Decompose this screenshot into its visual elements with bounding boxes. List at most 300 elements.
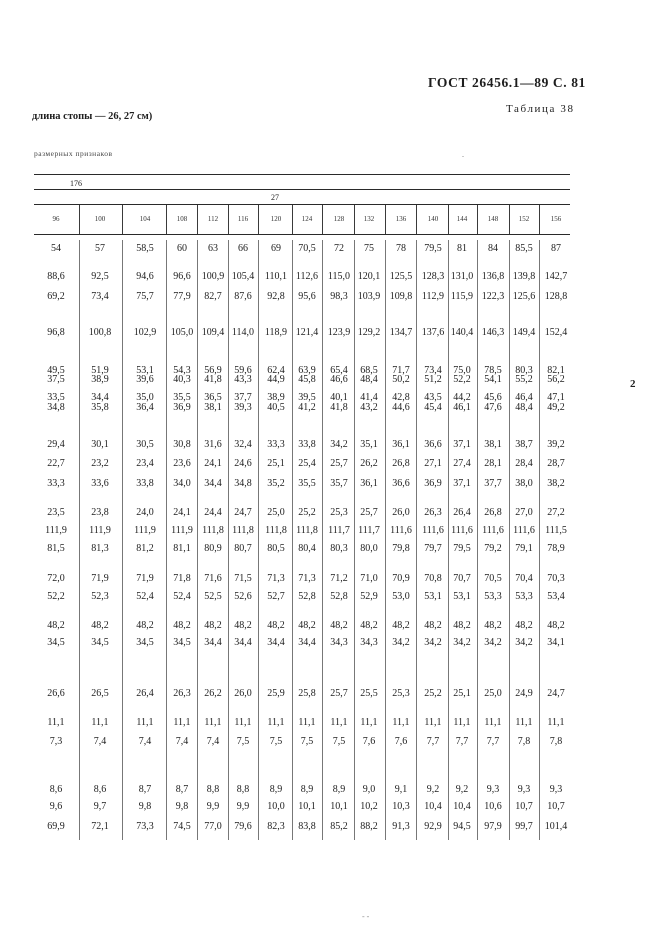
column-header: 104 bbox=[139, 215, 151, 223]
table-cell: 110,1 bbox=[264, 271, 288, 282]
table-cell: 34,0 bbox=[173, 478, 191, 489]
table-cell: 39,3 bbox=[234, 402, 252, 413]
table-cell: 121,4 bbox=[295, 327, 319, 338]
table-cell: 48,2 bbox=[330, 620, 348, 631]
table-cell: 72 bbox=[334, 243, 344, 254]
table-cell: 101,4 bbox=[544, 821, 568, 832]
table-subtitle: длина стопы — 26, 27 см) bbox=[32, 111, 153, 122]
column-divider bbox=[322, 205, 323, 234]
table-cell: 103,9 bbox=[357, 291, 381, 302]
table-cell: 128,8 bbox=[544, 291, 568, 302]
table-cell: 7,8 bbox=[549, 736, 563, 747]
table-cell: 8,6 bbox=[93, 784, 107, 795]
table-cell: 44,6 bbox=[392, 402, 410, 413]
table-cell: 128,3 bbox=[421, 271, 445, 282]
table-cell: 71,3 bbox=[298, 573, 316, 584]
table-cell: 79,5 bbox=[424, 243, 442, 254]
table-cell: 23,6 bbox=[173, 458, 191, 469]
table-cell: 80,0 bbox=[360, 543, 378, 554]
table-cell: 52,8 bbox=[298, 591, 316, 602]
table-cell: 48,2 bbox=[91, 620, 109, 631]
table-cell: 112,6 bbox=[295, 271, 319, 282]
table-cell: 73,4 bbox=[424, 365, 442, 376]
table-cell: 43,3 bbox=[234, 374, 252, 385]
table-cell: 38,9 bbox=[267, 392, 285, 403]
column-header: 136 bbox=[395, 215, 407, 223]
table-cell: 111,5 bbox=[545, 525, 567, 536]
table-cell: 7,7 bbox=[455, 736, 469, 747]
table-cell: 48,4 bbox=[360, 374, 378, 385]
table-cell: 94,6 bbox=[136, 271, 154, 282]
column-header: 96 bbox=[52, 215, 60, 223]
table-cell: 24,7 bbox=[234, 507, 252, 518]
table-cell: 11,1 bbox=[298, 717, 316, 728]
table-cell: 88,2 bbox=[360, 821, 378, 832]
table-cell: 73,4 bbox=[91, 291, 109, 302]
table-cell: 71,5 bbox=[234, 573, 252, 584]
column-divider bbox=[258, 205, 259, 234]
table-cell: 10,7 bbox=[515, 801, 533, 812]
table-cell: 28,1 bbox=[484, 458, 502, 469]
table-cell: 7,4 bbox=[175, 736, 189, 747]
table-cell: 7,7 bbox=[486, 736, 500, 747]
table-cell: 9,8 bbox=[175, 801, 189, 812]
table-cell: 85,5 bbox=[515, 243, 533, 254]
table-cell: 11,1 bbox=[267, 717, 285, 728]
table-cell: 69,9 bbox=[47, 821, 65, 832]
table-cell: 10,4 bbox=[453, 801, 471, 812]
table-cell: 7,5 bbox=[269, 736, 283, 747]
table-cell: 38,7 bbox=[515, 439, 533, 450]
table-cell: 71,7 bbox=[392, 365, 410, 376]
table-cell: 25,9 bbox=[267, 688, 285, 699]
table-cell: 79,6 bbox=[234, 821, 252, 832]
table-cell: 72,1 bbox=[91, 821, 109, 832]
table-cell: 71,3 bbox=[267, 573, 285, 584]
table-cell: 134,7 bbox=[389, 327, 413, 338]
table-cell: 47,1 bbox=[547, 392, 565, 403]
column-header: 112 bbox=[207, 215, 219, 223]
table-cell: 111,9 bbox=[89, 525, 111, 536]
table-cell: 52,4 bbox=[136, 591, 154, 602]
table-cell: 10,0 bbox=[267, 801, 285, 812]
table-cell: 34,5 bbox=[136, 637, 154, 648]
column-header: 148 bbox=[487, 215, 499, 223]
table-cell: 25,0 bbox=[267, 507, 285, 518]
table-cell: 36,5 bbox=[204, 392, 222, 403]
table-cell: 100,9 bbox=[201, 271, 225, 282]
foot-length-group-label: 27 bbox=[271, 193, 279, 202]
table-cell: 139,8 bbox=[512, 271, 536, 282]
table-cell: 56,9 bbox=[204, 365, 222, 376]
table-cell: 48,2 bbox=[360, 620, 378, 631]
table-cell: 34,2 bbox=[424, 637, 442, 648]
table-cell: 34,1 bbox=[547, 637, 565, 648]
table-cell: 55,2 bbox=[515, 374, 533, 385]
table-cell: 111,8 bbox=[202, 525, 224, 536]
table-cell: 27,0 bbox=[515, 507, 533, 518]
column-header: 132 bbox=[363, 215, 375, 223]
table-cell: 80,3 bbox=[515, 365, 533, 376]
table-cell: 45,8 bbox=[298, 374, 316, 385]
table-cell: 11,1 bbox=[453, 717, 471, 728]
table-cell: 33,8 bbox=[298, 439, 316, 450]
table-cell: 25,5 bbox=[360, 688, 378, 699]
table-cell: 35,5 bbox=[173, 392, 191, 403]
table-cell: 125,5 bbox=[389, 271, 413, 282]
table-cell: 53,3 bbox=[484, 591, 502, 602]
table-cell: 129,2 bbox=[357, 327, 381, 338]
table-cell: 10,4 bbox=[424, 801, 442, 812]
table-cell: 51,2 bbox=[424, 374, 442, 385]
table-cell: 9,3 bbox=[486, 784, 500, 795]
table-cell: 58,5 bbox=[136, 243, 154, 254]
table-cell: 112,9 bbox=[421, 291, 445, 302]
table-cell: 149,4 bbox=[512, 327, 536, 338]
table-cell: 75 bbox=[364, 243, 374, 254]
table-cell: 24,1 bbox=[204, 458, 222, 469]
table-cell: 26,8 bbox=[392, 458, 410, 469]
table-cell: 52,9 bbox=[360, 591, 378, 602]
table-cell: 24,6 bbox=[234, 458, 252, 469]
table-cell: 37,7 bbox=[484, 478, 502, 489]
table-cell: 48,2 bbox=[173, 620, 191, 631]
bottom-mark: - - bbox=[362, 912, 370, 921]
table-cell: 9,2 bbox=[426, 784, 440, 795]
table-cell: 52,4 bbox=[173, 591, 191, 602]
table-cell: 40,1 bbox=[330, 392, 348, 403]
table-cell: 33,8 bbox=[136, 478, 154, 489]
stray-mark: . bbox=[462, 150, 464, 159]
table-cell: 34,2 bbox=[330, 439, 348, 450]
table-cell: 11,1 bbox=[47, 717, 65, 728]
table-cell: 25,7 bbox=[360, 507, 378, 518]
table-cell: 26,0 bbox=[234, 688, 252, 699]
height-group-label: 176 bbox=[70, 179, 82, 188]
table-cell: 39,5 bbox=[298, 392, 316, 403]
table-cell: 36,1 bbox=[360, 478, 378, 489]
table-cell: 75,0 bbox=[453, 365, 471, 376]
table-cell: 41,8 bbox=[204, 374, 222, 385]
table-cell: 26,2 bbox=[360, 458, 378, 469]
table-cell: 33,3 bbox=[267, 439, 285, 450]
table-cell: 8,8 bbox=[236, 784, 250, 795]
table-cell: 9,9 bbox=[206, 801, 220, 812]
table-cell: 8,6 bbox=[49, 784, 63, 795]
table-cell: 10,2 bbox=[360, 801, 378, 812]
table-cell: 97,9 bbox=[484, 821, 502, 832]
table-cell: 105,4 bbox=[231, 271, 255, 282]
table-cell: 34,2 bbox=[484, 637, 502, 648]
table-cell: 11,1 bbox=[91, 717, 109, 728]
table-cell: 34,5 bbox=[47, 637, 65, 648]
table-cell: 52,8 bbox=[330, 591, 348, 602]
table-cell: 25,8 bbox=[298, 688, 316, 699]
table-cell: 46,6 bbox=[330, 374, 348, 385]
table-cell: 34,3 bbox=[360, 637, 378, 648]
table-cell: 115,9 bbox=[450, 291, 474, 302]
table-cell: 131,0 bbox=[450, 271, 474, 282]
table-cell: 82,7 bbox=[204, 291, 222, 302]
table-cell: 72,0 bbox=[47, 573, 65, 584]
table-cell: 111,6 bbox=[451, 525, 473, 536]
table-cell: 96,6 bbox=[173, 271, 191, 282]
table-cell: 9,1 bbox=[394, 784, 408, 795]
column-header: 124 bbox=[301, 215, 313, 223]
table-cell: 24,7 bbox=[547, 688, 565, 699]
table-cell: 52,2 bbox=[453, 374, 471, 385]
table-cell: 23,2 bbox=[91, 458, 109, 469]
table-cell: 59,6 bbox=[234, 365, 252, 376]
table-cell: 79,1 bbox=[515, 543, 533, 554]
table-cell: 30,1 bbox=[91, 439, 109, 450]
table-cell: 7,4 bbox=[138, 736, 152, 747]
column-header: 144 bbox=[456, 215, 468, 223]
table-cell: 52,3 bbox=[91, 591, 109, 602]
table-cell: 25,3 bbox=[392, 688, 410, 699]
table-cell: 33,6 bbox=[91, 478, 109, 489]
table-cell: 53,1 bbox=[424, 591, 442, 602]
table-cell: 34,8 bbox=[47, 402, 65, 413]
table-cell: 24,0 bbox=[136, 507, 154, 518]
table-cell: 41,8 bbox=[330, 402, 348, 413]
table-cell: 23,5 bbox=[47, 507, 65, 518]
table-cell: 34,2 bbox=[453, 637, 471, 648]
table-cell: 8,9 bbox=[300, 784, 314, 795]
table-cell: 79,8 bbox=[392, 543, 410, 554]
table-cell: 26,6 bbox=[47, 688, 65, 699]
table-cell: 7,7 bbox=[426, 736, 440, 747]
page-header-standard: ГОСТ 26456.1—89 С. 81 bbox=[428, 75, 586, 90]
column-group-caption: размерных признаков bbox=[34, 149, 113, 158]
table-cell: 30,8 bbox=[173, 439, 191, 450]
table-cell: 11,1 bbox=[136, 717, 154, 728]
table-cell: 105,0 bbox=[170, 327, 194, 338]
table-cell: 35,5 bbox=[298, 478, 316, 489]
table-cell: 71,0 bbox=[360, 573, 378, 584]
table-cell: 78 bbox=[396, 243, 406, 254]
table-cell: 114,0 bbox=[231, 327, 255, 338]
table-cell: 34,4 bbox=[204, 478, 222, 489]
table-cell: 111,9 bbox=[45, 525, 67, 536]
table-cell: 36,1 bbox=[392, 439, 410, 450]
table-cell: 60 bbox=[177, 243, 187, 254]
column-header: 140 bbox=[427, 215, 439, 223]
table-cell: 54,1 bbox=[484, 374, 502, 385]
table-cell: 7,4 bbox=[93, 736, 107, 747]
table-cell: 52,7 bbox=[267, 591, 285, 602]
table-cell: 73,3 bbox=[136, 821, 154, 832]
table-cell: 146,3 bbox=[481, 327, 505, 338]
table-cell: 35,0 bbox=[136, 392, 154, 403]
table-cell: 45,4 bbox=[424, 402, 442, 413]
table-cell: 7,6 bbox=[362, 736, 376, 747]
table-cell: 69,2 bbox=[47, 291, 65, 302]
table-cell: 34,2 bbox=[515, 637, 533, 648]
table-cell: 80,7 bbox=[234, 543, 252, 554]
table-cell: 82,3 bbox=[267, 821, 285, 832]
table-cell: 82,1 bbox=[547, 365, 565, 376]
table-cell: 8,9 bbox=[332, 784, 346, 795]
table-cell: 38,2 bbox=[547, 478, 565, 489]
table-cell: 28,7 bbox=[547, 458, 565, 469]
table-cell: 51,9 bbox=[91, 365, 109, 376]
table-cell: 36,6 bbox=[392, 478, 410, 489]
table-cell: 30,5 bbox=[136, 439, 154, 450]
table-cell: 41,2 bbox=[298, 402, 316, 413]
table-cell: 34,4 bbox=[298, 637, 316, 648]
table-cell: 111,8 bbox=[265, 525, 287, 536]
table-cell: 48,2 bbox=[453, 620, 471, 631]
table-cell: 54,3 bbox=[173, 365, 191, 376]
table-cell: 34,4 bbox=[204, 637, 222, 648]
table-cell: 98,3 bbox=[330, 291, 348, 302]
table-cell: 80,3 bbox=[330, 543, 348, 554]
table-cell: 32,4 bbox=[234, 439, 252, 450]
table-cell: 25,7 bbox=[330, 688, 348, 699]
table-cell: 11,1 bbox=[547, 717, 565, 728]
column-header: 120 bbox=[270, 215, 282, 223]
table-cell: 85,2 bbox=[330, 821, 348, 832]
table-cell: 33,3 bbox=[47, 478, 65, 489]
table-cell: 140,4 bbox=[450, 327, 474, 338]
table-cell: 69 bbox=[271, 243, 281, 254]
table-cell: 11,1 bbox=[204, 717, 222, 728]
table-cell: 28,4 bbox=[515, 458, 533, 469]
table-cell: 77,9 bbox=[173, 291, 191, 302]
table-cell: 70,3 bbox=[547, 573, 565, 584]
table-cell: 48,2 bbox=[47, 620, 65, 631]
table-cell: 10,3 bbox=[392, 801, 410, 812]
table-cell: 100,8 bbox=[88, 327, 112, 338]
table-cell: 96,8 bbox=[47, 327, 65, 338]
column-header: 108 bbox=[176, 215, 188, 223]
table-cell: 111,6 bbox=[513, 525, 535, 536]
table-cell: 26,4 bbox=[453, 507, 471, 518]
table-cell: 7,8 bbox=[517, 736, 531, 747]
table-cell: 81,3 bbox=[91, 543, 109, 554]
table-cell: 11,1 bbox=[424, 717, 442, 728]
table-cell: 80,4 bbox=[298, 543, 316, 554]
table-cell: 53,4 bbox=[547, 591, 565, 602]
table-cell: 44,2 bbox=[453, 392, 471, 403]
table-cell: 71,8 bbox=[173, 573, 191, 584]
table-cell: 63 bbox=[208, 243, 218, 254]
table-cell: 40,5 bbox=[267, 402, 285, 413]
table-cell: 11,1 bbox=[392, 717, 410, 728]
table-cell: 25,2 bbox=[298, 507, 316, 518]
table-cell: 8,9 bbox=[269, 784, 283, 795]
column-header: 116 bbox=[237, 215, 249, 223]
table-cell: 78,5 bbox=[484, 365, 502, 376]
column-divider bbox=[416, 205, 417, 234]
table-cell: 10,6 bbox=[484, 801, 502, 812]
table-cell: 9,0 bbox=[362, 784, 376, 795]
table-cell: 142,7 bbox=[544, 271, 568, 282]
table-cell: 8,8 bbox=[206, 784, 220, 795]
table-cell: 26,0 bbox=[392, 507, 410, 518]
table-cell: 34,4 bbox=[234, 637, 252, 648]
table-cell: 27,1 bbox=[424, 458, 442, 469]
table-cell: 92,8 bbox=[267, 291, 285, 302]
table-cell: 111,7 bbox=[358, 525, 380, 536]
table-cell: 9,2 bbox=[455, 784, 469, 795]
table-cell: 46,4 bbox=[515, 392, 533, 403]
table-cell: 35,7 bbox=[330, 478, 348, 489]
table-cell: 92,9 bbox=[424, 821, 442, 832]
table-cell: 29,4 bbox=[47, 439, 65, 450]
margin-mark: 2 bbox=[630, 378, 636, 390]
column-divider-body bbox=[122, 240, 123, 840]
table-cell: 34,3 bbox=[330, 637, 348, 648]
table-cell: 26,2 bbox=[204, 688, 222, 699]
table-cell: 111,6 bbox=[422, 525, 444, 536]
table-cell: 33,5 bbox=[47, 392, 65, 403]
table-cell: 7,5 bbox=[332, 736, 346, 747]
table-cell: 88,6 bbox=[47, 271, 65, 282]
table-cell: 37,1 bbox=[453, 439, 471, 450]
table-cell: 34,4 bbox=[91, 392, 109, 403]
table-cell: 37,1 bbox=[453, 478, 471, 489]
table-cell: 74,5 bbox=[173, 821, 191, 832]
table-cell: 48,2 bbox=[204, 620, 222, 631]
table-cell: 39,2 bbox=[547, 439, 565, 450]
table-cell: 70,5 bbox=[484, 573, 502, 584]
table-cell: 23,8 bbox=[91, 507, 109, 518]
table-cell: 79,5 bbox=[453, 543, 471, 554]
table-cell: 48,2 bbox=[547, 620, 565, 631]
table-cell: 111,9 bbox=[134, 525, 156, 536]
table-cell: 49,2 bbox=[547, 402, 565, 413]
table-cell: 81 bbox=[457, 243, 467, 254]
table-cell: 11,1 bbox=[360, 717, 378, 728]
table-cell: 25,4 bbox=[298, 458, 316, 469]
table-cell: 26,5 bbox=[91, 688, 109, 699]
table-cell: 77,0 bbox=[204, 821, 222, 832]
table-cell: 44,9 bbox=[267, 374, 285, 385]
table-cell: 87 bbox=[551, 243, 561, 254]
table-cell: 38,1 bbox=[484, 439, 502, 450]
table-cell: 109,4 bbox=[201, 327, 225, 338]
column-divider bbox=[539, 205, 540, 234]
table-cell: 122,3 bbox=[481, 291, 505, 302]
table-cell: 137,6 bbox=[421, 327, 445, 338]
table-cell: 34,5 bbox=[91, 637, 109, 648]
table-cell: 9,3 bbox=[549, 784, 563, 795]
table-cell: 79,2 bbox=[484, 543, 502, 554]
table-cell: 52,6 bbox=[234, 591, 252, 602]
column-divider bbox=[122, 205, 123, 234]
table-cell: 34,5 bbox=[173, 637, 191, 648]
table-cell: 70,5 bbox=[298, 243, 316, 254]
table-cell: 70,8 bbox=[424, 573, 442, 584]
table-cell: 9,9 bbox=[236, 801, 250, 812]
table-cell: 35,1 bbox=[360, 439, 378, 450]
table-cell: 49,5 bbox=[47, 365, 65, 376]
table-cell: 10,7 bbox=[547, 801, 565, 812]
table-cell: 111,9 bbox=[171, 525, 193, 536]
table-cell: 48,2 bbox=[298, 620, 316, 631]
table-cell: 53,1 bbox=[136, 365, 154, 376]
table-cell: 52,2 bbox=[47, 591, 65, 602]
table-cell: 79,7 bbox=[424, 543, 442, 554]
column-header: 156 bbox=[550, 215, 562, 223]
table-cell: 125,6 bbox=[512, 291, 536, 302]
table-cell: 68,5 bbox=[360, 365, 378, 376]
table-cell: 47,6 bbox=[484, 402, 502, 413]
table-cell: 22,7 bbox=[47, 458, 65, 469]
table-cell: 8,7 bbox=[138, 784, 152, 795]
